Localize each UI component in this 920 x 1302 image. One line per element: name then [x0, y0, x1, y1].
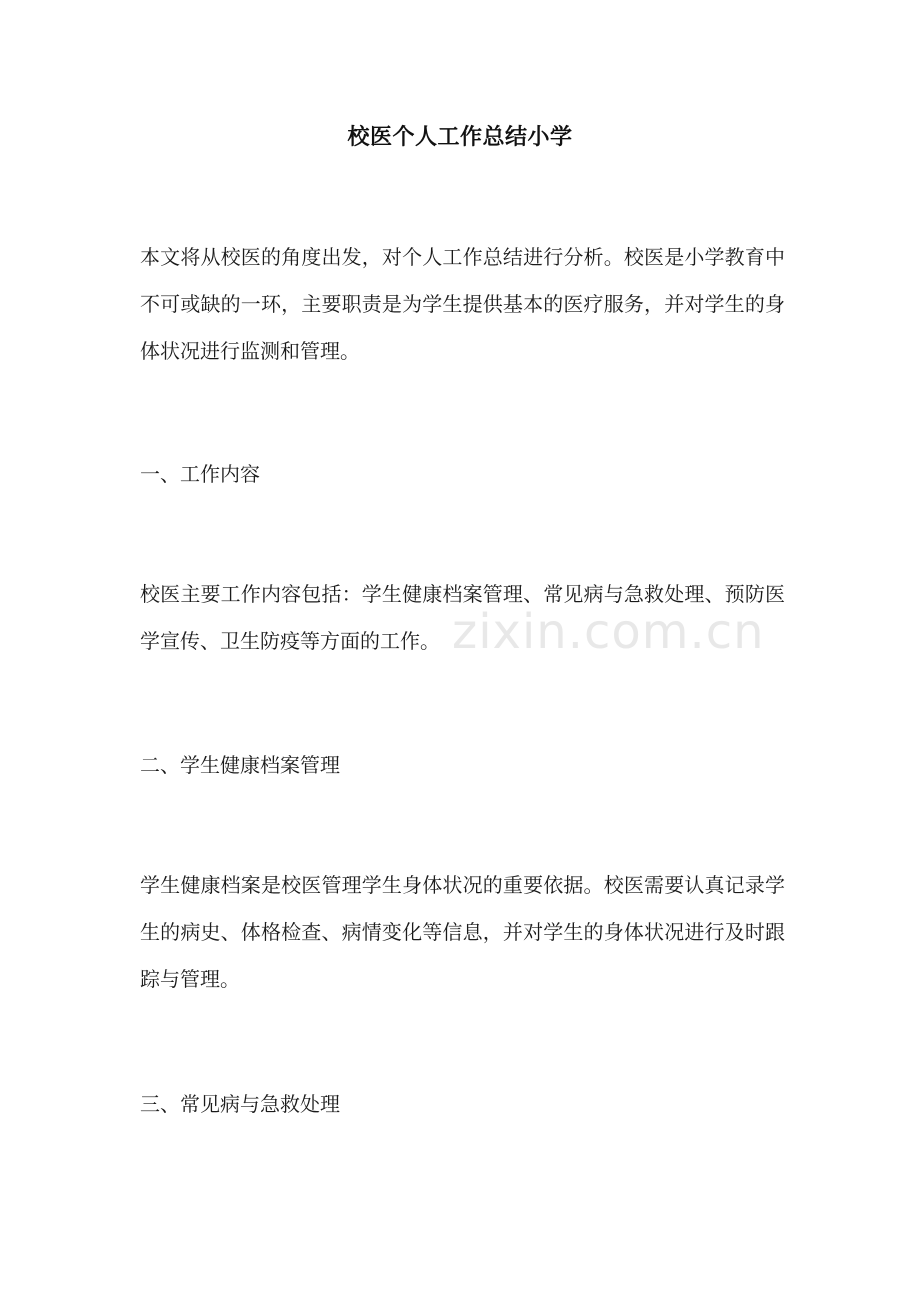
watermark: zixin.com.cn — [452, 604, 765, 660]
section-body-work-content: 校医主要工作内容包括：学生健康档案管理、常见病与急救处理、预防医学宣传、卫生防疫等方面的工作。 — [140, 582, 785, 653]
intro-paragraph: 本文将从校医的角度出发，对个人工作总结进行分析。校医是小学教育中不可或缺的一环，主要职责是为学生提供基本的医疗服务，并对学生的身体状况进行监测和管理。 — [140, 245, 785, 363]
section-heading-work-content: 一、工作内容 — [140, 462, 260, 486]
section-heading-common-illness: 三、常见病与急救处理 — [140, 1092, 340, 1116]
document-title: 校医个人工作总结小学 — [347, 125, 573, 150]
section-body-health-records: 学生健康档案是校医管理学生身体状况的重要依据。校医需要认真记录学生的病史、体格检查、病情变化等信息，并对学生的身体状况进行及时跟踪与管理。 — [140, 873, 785, 991]
section-heading-health-records: 二、学生健康档案管理 — [140, 753, 340, 777]
